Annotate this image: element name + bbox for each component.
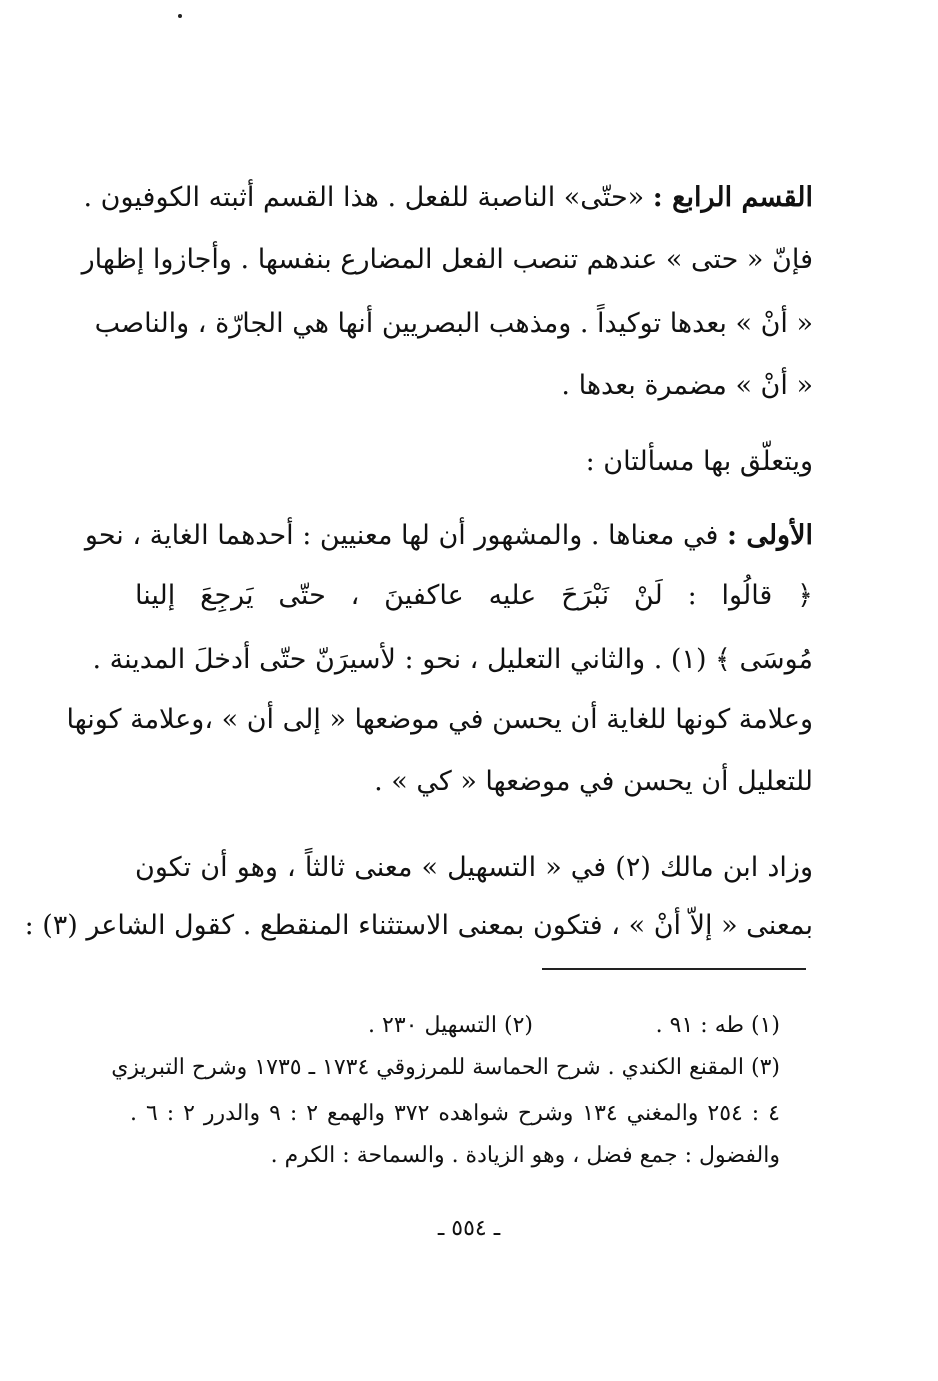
quran-verse-line: ﴿ قالُوا : لَنْ نَبْرَحَ عليه عاكفينَ ، حتّى يَرجِعَ إلينا xyxy=(135,580,813,611)
text-line: وزاد ابن مالك (٢) في « التسهيل » معنى ثالثاً ، وهو أن تكون xyxy=(135,852,814,883)
scan-speck xyxy=(178,14,182,18)
text-span: في معناها . والمشهور أن لها معنيين : أحدهما الغاية ، نحو xyxy=(84,520,719,551)
text-line: وعلامة كونها للغاية أن يحسن في موضعها « إلى أن » ،وعلامة كونها xyxy=(66,704,813,735)
text-line xyxy=(83,178,813,218)
text-line: بمعنى « إلاّ أنْ » ، فتكون بمعنى الاستثناء المنقطع . كقول الشاعر (٣) : xyxy=(24,910,813,941)
text-line: للتعليل أن يحسن في موضعها « كي » . xyxy=(374,766,813,797)
footnote-3-line-2: ٤ : ٢٥٤ والمغني ١٣٤ وشرح شواهده ٣٧٢ والهمع ٢ : ٩ والدرر ٢ : ٦ . xyxy=(130,1101,780,1126)
footnote-1: (١) طه : ٩١ . xyxy=(655,1013,780,1038)
text-line: ويتعلّق بها مسألتان : xyxy=(585,446,813,477)
footnote-2: (٢) التسهيل ٢٣٠ . xyxy=(368,1013,533,1038)
issue-heading: الأولى : xyxy=(726,520,813,551)
text-line: مُوسَى ﴾ (١) . والثاني التعليل ، نحو : لأسيرَنّ حتّى أدخلَ المدينة . xyxy=(92,644,813,675)
text-span: «حتّى» الناصبة للفعل . هذا القسم أثبته الكوفيون . xyxy=(83,182,645,213)
text-line: « أنْ » بعدها توكيداً . ومذهب البصريين أنها هي الجارّة ، والناصب xyxy=(94,308,813,339)
footnote-3-line-3: والفضول : جمع فضل ، وهو الزيادة . والسماحة : الكرم . xyxy=(270,1143,780,1168)
section-heading: القسم الرابع : xyxy=(652,182,813,213)
page-number: ـ ٥٥٤ ـ xyxy=(437,1216,501,1241)
text-line xyxy=(84,516,813,556)
text-line: « أنْ » مضمرة بعدها . xyxy=(561,370,813,401)
footnote-separator xyxy=(542,968,806,970)
footnote-3-line-1: (٣) المقنع الكندي . شرح الحماسة للمرزوقي ١٧٣٤ ـ ١٧٣٥ وشرح التبريزي xyxy=(111,1055,780,1080)
text-line: فإنّ « حتى » عندهم تنصب الفعل المضارع بنفسها . وأجازوا إظهار xyxy=(81,244,813,275)
